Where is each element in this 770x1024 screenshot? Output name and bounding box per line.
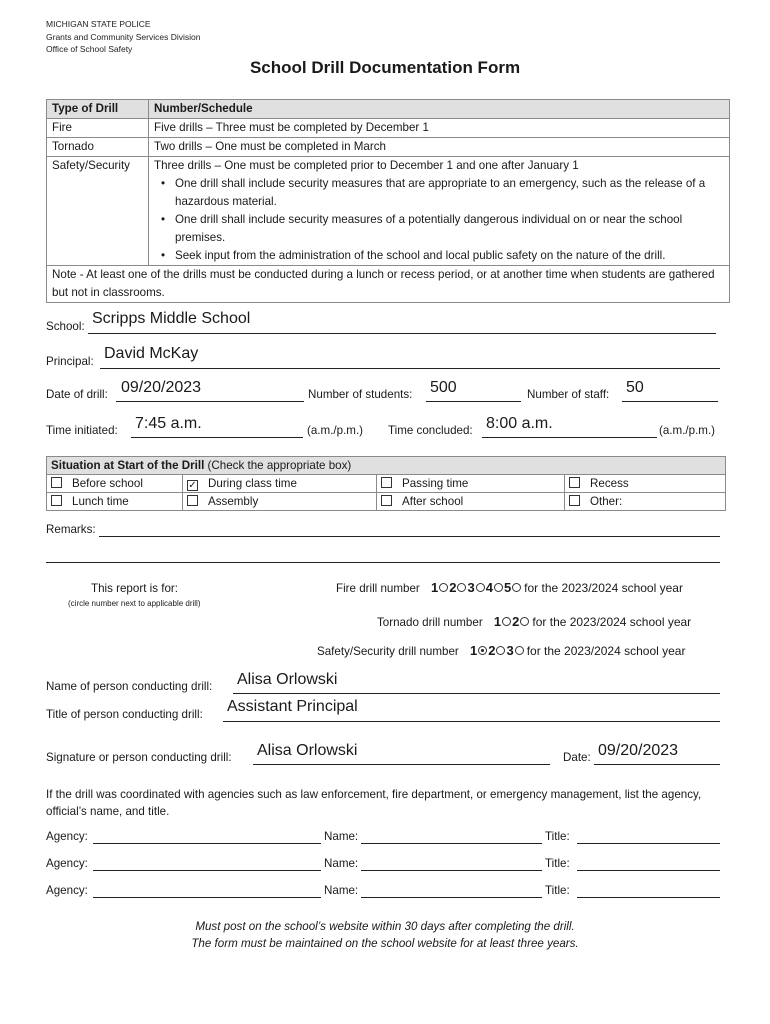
agency-line[interactable] [93,843,321,844]
signature-line[interactable] [253,764,550,765]
fire-drill-numbers[interactable] [431,580,522,595]
drill-number-circle[interactable] [439,583,448,592]
drill-number-circle[interactable] [478,646,487,655]
time-concluded-value[interactable]: 8:00 a.m. [486,415,553,432]
safety-bullet: • Seek input from the administration of the school and local public safety on the nature of the drill. [170,247,724,265]
time-initiated-label: Time initiated: [46,424,118,437]
agency-name-label: Name: [324,884,359,897]
safety-type: Safety/Security [47,157,149,266]
agency-line[interactable] [93,897,321,898]
drill-number-2[interactable]: 2 [449,580,457,595]
drill-number-2[interactable]: 2 [512,614,520,629]
agency-name: MICHIGAN STATE POLICE [46,19,151,29]
office-name: Office of School Safety [46,44,133,54]
checkbox[interactable] [569,495,580,506]
agency-name-line[interactable] [361,870,542,871]
page-title: School Drill Documentation Form [249,58,521,77]
person-name-label: Name of person conducting drill: [46,680,213,693]
staff-field-line[interactable] [622,401,718,402]
ampm-hint: (a.m./p.m.) [659,424,716,437]
year-suffix: for the 2023/2024 school year [526,644,686,658]
option-label: Other: [590,495,623,508]
agency-name-line[interactable] [361,843,542,844]
safety-schedule: Three drills – One must be completed prior to December 1 and one after January 1 [154,159,579,172]
safety-drill-numbers[interactable] [470,643,525,658]
agencies-intro: If the drill was coordinated with agencies such as law enforcement, fire department, or emergency management, list the agency, official’s name, and title. [46,788,702,818]
agency-line[interactable] [93,870,321,871]
situation-hint: (Check the appropriate box) [207,459,352,472]
signature-date-line[interactable] [594,764,720,765]
option-before-school[interactable] [47,475,183,493]
drill-number-1[interactable]: 1 [431,580,439,595]
checkbox[interactable] [51,477,62,488]
option-label: Before school [72,477,143,490]
drill-number-circle[interactable] [476,583,485,592]
drill-number-circle[interactable] [512,583,521,592]
option-label: During class time [208,477,297,490]
option-during-class[interactable] [183,475,377,493]
drill-number-circle[interactable] [457,583,466,592]
staff-label: Number of staff: [527,388,610,401]
circle-hint: (circle number next to applicable drill) [68,599,201,608]
col-schedule-header: Number/Schedule [149,100,730,119]
option-label: Recess [590,477,629,490]
option-recess[interactable] [565,475,726,493]
remarks-label: Remarks: [46,523,96,536]
person-title-line[interactable] [223,721,720,722]
option-after-school[interactable] [377,493,565,511]
agency-label: Agency: [46,884,88,897]
ampm-hint: (a.m./p.m.) [307,424,364,437]
person-title-label: Title of person conducting drill: [46,708,203,721]
year-suffix: for the 2023/2024 school year [524,581,683,595]
situation-header [47,457,726,475]
option-label: Passing time [402,477,469,490]
drill-number-2[interactable]: 2 [488,643,496,658]
safety-drill-label: Safety/Security drill number [317,645,459,658]
checkbox[interactable] [187,495,198,506]
drill-number-circle[interactable] [520,617,529,626]
signature-label: Signature or person conducting drill: [46,751,232,764]
tornado-drill-numbers[interactable] [494,614,530,629]
option-passing-time[interactable] [377,475,565,493]
school-field-line[interactable] [88,333,716,334]
school-label: School: [46,320,85,333]
agency-title-line[interactable] [577,897,720,898]
drill-number-circle[interactable] [502,617,511,626]
fire-type: Fire [47,119,149,138]
time-initiated-value[interactable]: 7:45 a.m. [135,415,202,432]
agency-title-label: Title: [545,857,570,870]
safety-bullet: • One drill shall include security measures that are appropriate to an emergency, such as the release of a hazardous material. [170,175,724,211]
signature-date-value[interactable]: 09/20/2023 [598,742,679,759]
time-concluded-label: Time concluded: [388,424,473,437]
drill-number-circle[interactable] [515,646,524,655]
footer-line: Must post on the school’s website within 30 days after completing the drill. [195,920,575,933]
checkbox-checked[interactable]: ✓ [188,480,197,491]
tornado-type: Tornado [47,138,149,157]
principal-value[interactable]: David McKay [104,345,199,362]
agency-name-label: Name: [324,857,359,870]
time-initiated-field-line[interactable] [131,437,303,438]
drill-number-circle[interactable] [494,583,503,592]
agency-name-label: Name: [324,830,359,843]
option-other[interactable] [565,493,726,511]
drill-number-3[interactable]: 3 [506,643,514,658]
drill-number-4[interactable]: 4 [485,580,493,595]
division-name: Grants and Community Services Division [46,31,201,42]
checkbox[interactable] [569,477,580,488]
person-name-value[interactable]: Alisa Orlowski [237,671,338,688]
drill-number-1[interactable]: 1 [470,643,478,658]
school-value[interactable]: Scripps Middle School [92,310,251,327]
situation-table [46,456,726,511]
principal-field-line[interactable] [100,368,720,369]
date-value[interactable]: 09/20/2023 [121,379,202,396]
staff-value[interactable]: 50 [626,379,644,396]
students-value[interactable]: 500 [430,379,457,396]
agency-title-label: Title: [545,830,570,843]
schedule-note: Note - At least one of the drills must be conducted during a lunch or recess period, or at another time when students are gathered but not in classrooms. [47,266,730,303]
option-assembly[interactable] [183,493,377,511]
tornado-drill-label: Tornado drill number [377,616,483,629]
agency-title-line[interactable] [577,870,720,871]
drill-number-circle[interactable] [496,646,505,655]
agency-name-line[interactable] [361,897,542,898]
safety-schedule-cell [149,157,730,266]
checkbox[interactable] [381,495,392,506]
signature-value[interactable]: Alisa Orlowski [257,742,358,759]
fire-schedule: Five drills – Three must be completed by December 1 [149,119,730,138]
remarks-line[interactable] [46,562,720,563]
option-label: Lunch time [72,495,129,508]
fire-drill-row [336,580,683,595]
option-lunch-time[interactable] [47,493,183,511]
safety-bullets [154,175,724,265]
signature-date-label: Date: [563,751,591,764]
time-concluded-field-line[interactable] [482,437,657,438]
students-label: Number of students: [308,388,413,401]
drill-schedule-table [46,99,730,303]
remarks-line[interactable] [99,536,720,537]
tornado-drill-row [377,614,691,629]
situation-title: Situation at Start of the Drill [51,459,205,472]
footer-line: The form must be maintained on the school website for at least three years. [191,937,579,950]
agency-title-label: Title: [545,884,570,897]
checkbox[interactable] [51,495,62,506]
checkbox[interactable] [381,477,392,488]
principal-label: Principal: [46,355,94,368]
option-label: Assembly [208,495,259,508]
tornado-schedule: Two drills – One must be completed in March [149,138,730,157]
students-field-line[interactable] [426,401,521,402]
drill-number-5[interactable]: 5 [503,580,512,595]
drill-number-1[interactable]: 1 [493,614,502,629]
date-field-line[interactable] [116,401,304,402]
safety-bullet: • One drill shall include security measures of a potentially dangerous individual on or near the school premises. [170,211,724,247]
option-label: After school [402,495,464,508]
person-name-line[interactable] [233,693,720,694]
form-header [46,18,200,56]
drill-number-3[interactable]: 3 [467,580,475,595]
report-for-label: This report is for: [91,582,178,595]
agency-title-line[interactable] [577,843,720,844]
agency-label: Agency: [46,830,88,843]
col-type-header: Type of Drill [47,100,149,119]
date-label: Date of drill: [46,388,108,401]
person-title-value[interactable]: Assistant Principal [227,698,358,715]
year-suffix: for the 2023/2024 school year [532,615,692,629]
safety-drill-row [317,643,685,658]
fire-drill-label: Fire drill number [336,582,420,595]
agency-label: Agency: [46,857,88,870]
